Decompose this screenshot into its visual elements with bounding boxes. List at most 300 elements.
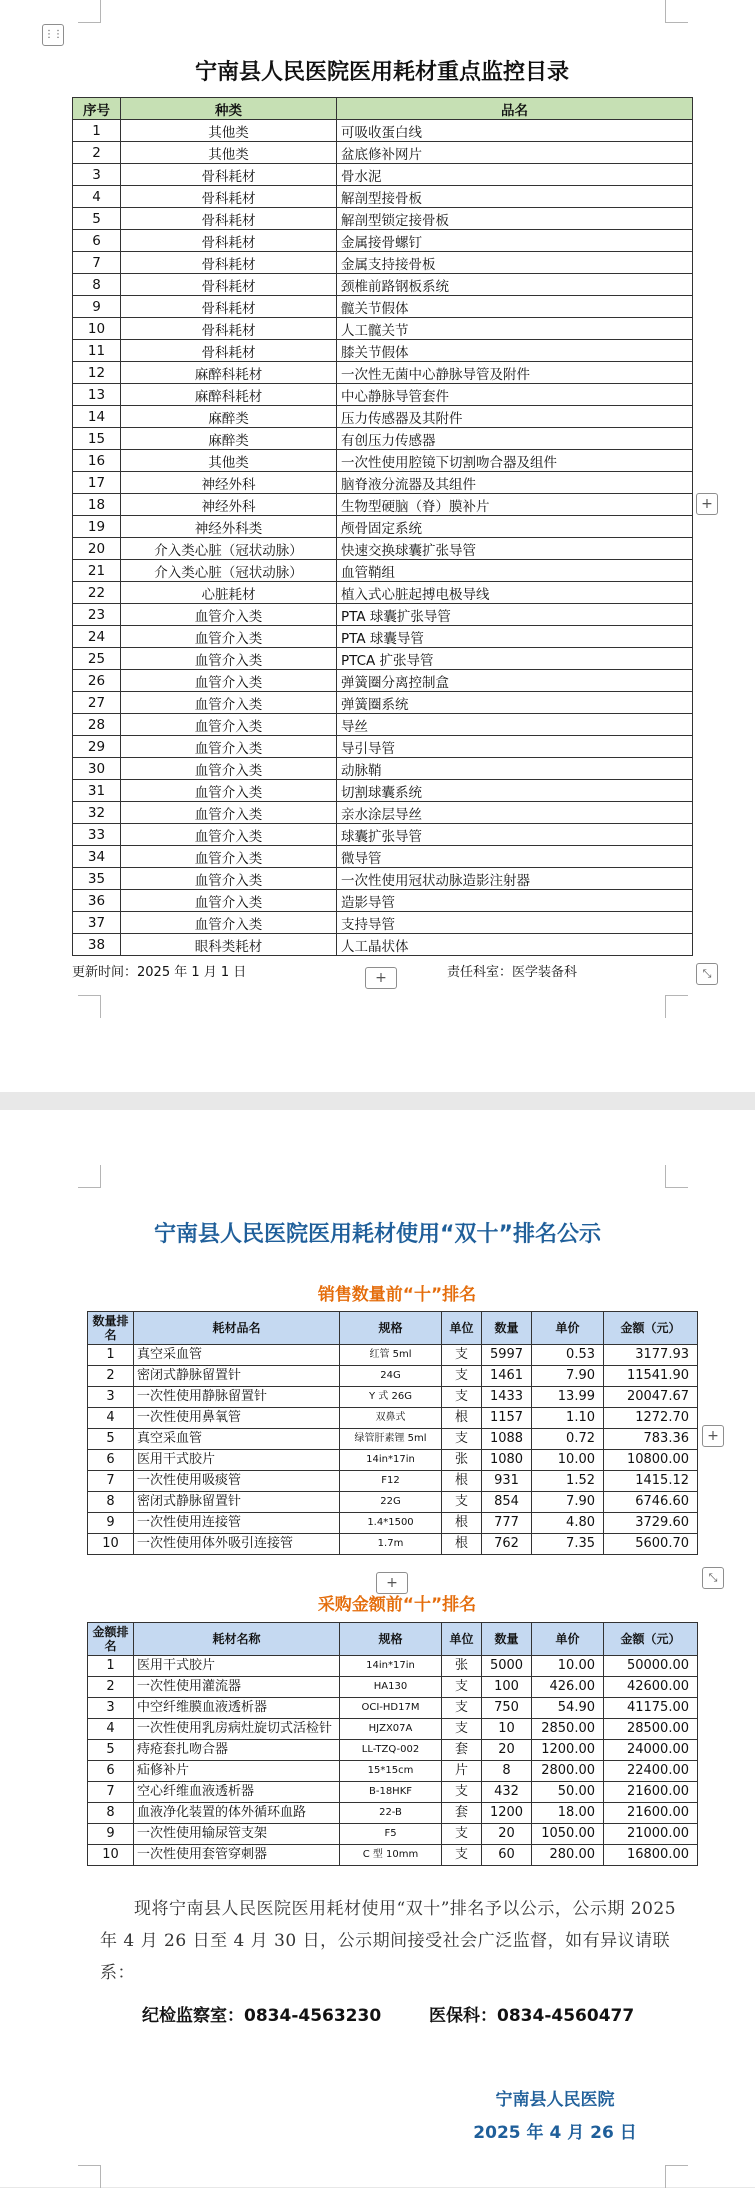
table-row bbox=[88, 1677, 698, 1698]
table-cell: 血管介入类 bbox=[121, 648, 337, 670]
table-cell: 2850.00 bbox=[532, 1719, 604, 1740]
table-header-row bbox=[88, 1623, 698, 1656]
table-cell: 其他类 bbox=[121, 120, 337, 142]
table-cell: 25 bbox=[73, 648, 121, 670]
crop-mark bbox=[78, 1165, 101, 1188]
table-cell: 14in*17in bbox=[340, 1450, 442, 1471]
document-page-2 bbox=[0, 1110, 755, 2187]
table-row bbox=[88, 1803, 698, 1824]
table-cell: 双鼻式 bbox=[340, 1408, 442, 1429]
table-cell: 11 bbox=[73, 340, 121, 362]
table-cell: 金属支持接骨板 bbox=[337, 252, 693, 274]
table-cell: 压力传感器及其附件 bbox=[337, 406, 693, 428]
table-row bbox=[73, 626, 693, 648]
table-cell: 血管介入类 bbox=[121, 846, 337, 868]
table-row bbox=[88, 1513, 698, 1534]
table-row bbox=[88, 1429, 698, 1450]
table-cell: 骨科耗材 bbox=[121, 318, 337, 340]
table-cell: 红管 5ml bbox=[340, 1345, 442, 1366]
table-cell: 导引导管 bbox=[337, 736, 693, 758]
table-cell: 16800.00 bbox=[604, 1845, 698, 1866]
table-cell: 其他类 bbox=[121, 450, 337, 472]
table-cell: 1.4*1500 bbox=[340, 1513, 442, 1534]
sales-quantity-subtitle: 销售数量前“十”排名 bbox=[317, 1285, 477, 1305]
table-cell: 432 bbox=[482, 1782, 532, 1803]
table-cell: 30 bbox=[73, 758, 121, 780]
table-cell: 血管介入类 bbox=[121, 604, 337, 626]
contact-line bbox=[142, 2001, 634, 2026]
table-cell: 血管介入类 bbox=[121, 670, 337, 692]
table-cell: 20 bbox=[73, 538, 121, 560]
table-cell: 14 bbox=[73, 406, 121, 428]
table-row bbox=[73, 868, 693, 890]
table-cell: 支 bbox=[442, 1387, 482, 1408]
table-row bbox=[73, 274, 693, 296]
table-cell: 中心静脉导管套件 bbox=[337, 384, 693, 406]
table-cell: 17 bbox=[73, 472, 121, 494]
table-cell: 密闭式静脉留置针 bbox=[134, 1366, 340, 1387]
table-cell: 一次性使用乳房病灶旋切式活检针 bbox=[134, 1719, 340, 1740]
table-cell: 21600.00 bbox=[604, 1782, 698, 1803]
table-cell: 7 bbox=[88, 1471, 134, 1492]
table-cell: 1088 bbox=[482, 1429, 532, 1450]
table-cell: 血管介入类 bbox=[121, 780, 337, 802]
table-cell: 41175.00 bbox=[604, 1698, 698, 1719]
table-cell: 7 bbox=[73, 252, 121, 274]
table-cell: 854 bbox=[482, 1492, 532, 1513]
table-cell: 2 bbox=[88, 1677, 134, 1698]
table-cell: 5000 bbox=[482, 1656, 532, 1677]
table-cell: 一次性使用体外吸引连接管 bbox=[134, 1534, 340, 1555]
table-cell: 6 bbox=[88, 1450, 134, 1471]
table-row bbox=[73, 846, 693, 868]
table-cell: 麻醉类 bbox=[121, 406, 337, 428]
table-cell: 3 bbox=[88, 1698, 134, 1719]
table-cell: 9 bbox=[88, 1824, 134, 1845]
table-cell: 中空纤维膜血液透析器 bbox=[134, 1698, 340, 1719]
table-cell: 20 bbox=[482, 1740, 532, 1761]
table-cell: 280.00 bbox=[532, 1845, 604, 1866]
table-cell: 颅骨固定系统 bbox=[337, 516, 693, 538]
table-cell: 血管介入类 bbox=[121, 626, 337, 648]
table-cell: 777 bbox=[482, 1513, 532, 1534]
table-cell: 24000.00 bbox=[604, 1740, 698, 1761]
table-cell: 8 bbox=[88, 1492, 134, 1513]
table-row bbox=[73, 890, 693, 912]
table-cell: 12 bbox=[73, 362, 121, 384]
table-row bbox=[73, 384, 693, 406]
table-row bbox=[88, 1782, 698, 1803]
table-cell: 23 bbox=[73, 604, 121, 626]
sales-quantity-table bbox=[87, 1311, 698, 1555]
table-cell: 22400.00 bbox=[604, 1761, 698, 1782]
table-cell: 28 bbox=[73, 714, 121, 736]
table-cell: 盆底修补网片 bbox=[337, 142, 693, 164]
table-row bbox=[73, 670, 693, 692]
table-header-row bbox=[88, 1312, 698, 1345]
col-header-amount: 金额（元） bbox=[604, 1312, 698, 1345]
table-cell: 骨科耗材 bbox=[121, 252, 337, 274]
catalog-title: 宁南县人民医院医用耗材重点监控目录 bbox=[194, 60, 569, 85]
table-cell: 生物型硬脑（脊）膜补片 bbox=[337, 494, 693, 516]
table-cell: B-18HKF bbox=[340, 1782, 442, 1803]
document-page-1 bbox=[0, 0, 755, 1092]
table-cell: 22 bbox=[73, 582, 121, 604]
table-row bbox=[73, 142, 693, 164]
table-cell: 骨科耗材 bbox=[121, 296, 337, 318]
table-cell: 18 bbox=[73, 494, 121, 516]
issue-date: 2025 年 4 月 26 日 bbox=[473, 2123, 637, 2143]
table-row bbox=[73, 208, 693, 230]
table-row bbox=[73, 648, 693, 670]
table-cell: 26 bbox=[73, 670, 121, 692]
table-cell: 11541.90 bbox=[604, 1366, 698, 1387]
table-cell: 一次性使用套管穿刺器 bbox=[134, 1845, 340, 1866]
table-cell: 膝关节假体 bbox=[337, 340, 693, 362]
purchase-table-body bbox=[88, 1656, 698, 1866]
table-cell: 10 bbox=[482, 1719, 532, 1740]
table-cell: 血管介入类 bbox=[121, 890, 337, 912]
table-row bbox=[73, 472, 693, 494]
table-cell: 脑脊液分流器及其组件 bbox=[337, 472, 693, 494]
table-cell: 36 bbox=[73, 890, 121, 912]
announcement-notice: 现将宁南县人民医院医用耗材使用“双十”排名予以公示，公示期 2025 年 4 月 26 日至 4 月 30 日，公示期间接受社会广泛监督，如有异议请联系： bbox=[100, 1899, 677, 1983]
table-cell: 颈椎前路钢板系统 bbox=[337, 274, 693, 296]
table-cell: 心脏耗材 bbox=[121, 582, 337, 604]
col-header-qty: 数量 bbox=[482, 1623, 532, 1656]
col-header-amount: 金额（元） bbox=[604, 1623, 698, 1656]
col-header-price: 单价 bbox=[532, 1623, 604, 1656]
table-cell: 1433 bbox=[482, 1387, 532, 1408]
add-row-plus-icon[interactable]: + bbox=[376, 1572, 408, 1594]
col-header-product: 品名 bbox=[337, 98, 693, 120]
table-cell: 6 bbox=[88, 1761, 134, 1782]
table-cell: 1272.70 bbox=[604, 1408, 698, 1429]
table-cell: 37 bbox=[73, 912, 121, 934]
table-cell: 金属接骨螺钉 bbox=[337, 230, 693, 252]
table-cell: 6746.60 bbox=[604, 1492, 698, 1513]
table-cell: 20047.67 bbox=[604, 1387, 698, 1408]
crop-mark bbox=[665, 995, 688, 1018]
table-cell: 支 bbox=[442, 1492, 482, 1513]
table-cell: 54.90 bbox=[532, 1698, 604, 1719]
table-cell: 7 bbox=[88, 1782, 134, 1803]
table-row bbox=[73, 120, 693, 142]
table-row bbox=[73, 582, 693, 604]
table-cell: 一次性使用灌流器 bbox=[134, 1677, 340, 1698]
table-cell: 麻醉科耗材 bbox=[121, 384, 337, 406]
table-cell: 髋关节假体 bbox=[337, 296, 693, 318]
table-cell: 套 bbox=[442, 1803, 482, 1824]
table-cell: 支 bbox=[442, 1345, 482, 1366]
table-cell: 弹簧圈分离控制盒 bbox=[337, 670, 693, 692]
table-row bbox=[73, 164, 693, 186]
table-cell: 7.90 bbox=[532, 1492, 604, 1513]
issuing-organization: 宁南县人民医院 bbox=[495, 2090, 615, 2110]
table-move-handle-icon[interactable]: ⋮⋮ bbox=[42, 24, 64, 46]
table-cell: 动脉鞘 bbox=[337, 758, 693, 780]
table-cell: 支 bbox=[442, 1824, 482, 1845]
table-cell: 34 bbox=[73, 846, 121, 868]
table-cell: 神经外科 bbox=[121, 472, 337, 494]
table-row bbox=[73, 758, 693, 780]
table-row bbox=[88, 1534, 698, 1555]
table-cell: 1200.00 bbox=[532, 1740, 604, 1761]
table-cell: 5997 bbox=[482, 1345, 532, 1366]
table-row bbox=[73, 428, 693, 450]
table-cell: 15 bbox=[73, 428, 121, 450]
table-cell: 支 bbox=[442, 1677, 482, 1698]
table-cell: 骨科耗材 bbox=[121, 164, 337, 186]
table-row bbox=[88, 1824, 698, 1845]
table-cell: 有创压力传感器 bbox=[337, 428, 693, 450]
table-cell: F12 bbox=[340, 1471, 442, 1492]
table-cell: 7.90 bbox=[532, 1366, 604, 1387]
table-cell: 血管鞘组 bbox=[337, 560, 693, 582]
table-cell: 60 bbox=[482, 1845, 532, 1866]
table-cell: 血管介入类 bbox=[121, 802, 337, 824]
table-cell: 4 bbox=[73, 186, 121, 208]
table-cell: 19 bbox=[73, 516, 121, 538]
table-cell: 1 bbox=[88, 1656, 134, 1677]
table-cell: 血管介入类 bbox=[121, 736, 337, 758]
col-header-category: 种类 bbox=[121, 98, 337, 120]
sales-table-body bbox=[88, 1345, 698, 1555]
table-cell: 24 bbox=[73, 626, 121, 648]
table-cell: 医用干式胶片 bbox=[134, 1656, 340, 1677]
table-cell: 4 bbox=[88, 1719, 134, 1740]
table-cell: 人工髋关节 bbox=[337, 318, 693, 340]
table-cell: 一次性使用输尿管支架 bbox=[134, 1824, 340, 1845]
col-header-unit: 单位 bbox=[442, 1312, 482, 1345]
table-cell: 骨科耗材 bbox=[121, 208, 337, 230]
table-cell: 骨科耗材 bbox=[121, 340, 337, 362]
table-cell: 血管介入类 bbox=[121, 758, 337, 780]
table-cell: 783.36 bbox=[604, 1429, 698, 1450]
crop-mark bbox=[665, 0, 688, 23]
table-cell: 35 bbox=[73, 868, 121, 890]
table-cell: 1415.12 bbox=[604, 1471, 698, 1492]
table-cell: 3 bbox=[73, 164, 121, 186]
table-row bbox=[73, 494, 693, 516]
table-cell: 4.80 bbox=[532, 1513, 604, 1534]
table-row bbox=[73, 714, 693, 736]
table-cell: HJZX07A bbox=[340, 1719, 442, 1740]
col-header-name: 耗材名称 bbox=[134, 1623, 340, 1656]
table-cell: 8 bbox=[482, 1761, 532, 1782]
catalog-table-body bbox=[73, 120, 693, 956]
table-row bbox=[73, 934, 693, 956]
table-cell: 支 bbox=[442, 1698, 482, 1719]
table-row bbox=[88, 1408, 698, 1429]
table-row bbox=[73, 230, 693, 252]
table-cell: 弹簧圈系统 bbox=[337, 692, 693, 714]
table-row bbox=[73, 296, 693, 318]
table-cell: 可吸收蛋白线 bbox=[337, 120, 693, 142]
table-cell: 眼科类耗材 bbox=[121, 934, 337, 956]
table-cell: 麻醉科耗材 bbox=[121, 362, 337, 384]
table-cell: 痔疮套扎吻合器 bbox=[134, 1740, 340, 1761]
table-row bbox=[73, 736, 693, 758]
col-header-unit: 单位 bbox=[442, 1623, 482, 1656]
table-row bbox=[73, 692, 693, 714]
crop-mark bbox=[78, 2165, 101, 2188]
col-header-name: 耗材品名 bbox=[134, 1312, 340, 1345]
table-cell: 支 bbox=[442, 1782, 482, 1803]
table-cell: 解剖型接骨板 bbox=[337, 186, 693, 208]
table-cell: 支 bbox=[442, 1719, 482, 1740]
table-cell: 2800.00 bbox=[532, 1761, 604, 1782]
table-row bbox=[88, 1845, 698, 1866]
ranking-announcement-title: 宁南县人民医院医用耗材使用“双十”排名公示 bbox=[154, 1222, 601, 1247]
table-cell: 762 bbox=[482, 1534, 532, 1555]
table-row bbox=[88, 1719, 698, 1740]
table-row bbox=[88, 1740, 698, 1761]
table-cell: 切割球囊系统 bbox=[337, 780, 693, 802]
table-cell: HA130 bbox=[340, 1677, 442, 1698]
table-cell: 6 bbox=[73, 230, 121, 252]
table-cell: 21600.00 bbox=[604, 1803, 698, 1824]
table-cell: 22G bbox=[340, 1492, 442, 1513]
table-cell: 10.00 bbox=[532, 1656, 604, 1677]
table-cell: 一次性使用吸痰管 bbox=[134, 1471, 340, 1492]
table-cell: 13.99 bbox=[532, 1387, 604, 1408]
add-column-plus-icon[interactable]: + bbox=[696, 493, 718, 515]
table-cell: 1.52 bbox=[532, 1471, 604, 1492]
table-cell: 疝修补片 bbox=[134, 1761, 340, 1782]
table-row bbox=[73, 560, 693, 582]
table-cell: 2 bbox=[88, 1366, 134, 1387]
table-cell: 0.53 bbox=[532, 1345, 604, 1366]
table-row bbox=[88, 1656, 698, 1677]
table-cell: 28500.00 bbox=[604, 1719, 698, 1740]
col-header-rank: 金额排名 bbox=[88, 1623, 134, 1656]
table-row bbox=[73, 450, 693, 472]
table-resize-icon[interactable]: ⤡ bbox=[696, 963, 718, 985]
table-row bbox=[73, 406, 693, 428]
table-row bbox=[88, 1471, 698, 1492]
table-row bbox=[73, 186, 693, 208]
table-cell: 造影导管 bbox=[337, 890, 693, 912]
table-row bbox=[73, 780, 693, 802]
table-cell: 9 bbox=[88, 1513, 134, 1534]
table-cell: 一次性使用腔镜下切割吻合器及组件 bbox=[337, 450, 693, 472]
table-cell: 骨科耗材 bbox=[121, 274, 337, 296]
table-row bbox=[73, 604, 693, 626]
table-cell: 一次性使用冠状动脉造影注射器 bbox=[337, 868, 693, 890]
table-cell: 套 bbox=[442, 1740, 482, 1761]
table-cell: 血管介入类 bbox=[121, 714, 337, 736]
table-cell: 真空采血管 bbox=[134, 1429, 340, 1450]
col-header-no: 序号 bbox=[73, 98, 121, 120]
monitoring-catalog-table bbox=[72, 97, 693, 956]
crop-mark bbox=[665, 1165, 688, 1188]
table-cell: 38 bbox=[73, 934, 121, 956]
table-row bbox=[88, 1387, 698, 1408]
table-cell: PTA 球囊扩张导管 bbox=[337, 604, 693, 626]
table-cell: 21000.00 bbox=[604, 1824, 698, 1845]
add-row-plus-icon[interactable]: + bbox=[365, 967, 397, 989]
table-cell: 麻醉类 bbox=[121, 428, 337, 450]
table-row bbox=[73, 516, 693, 538]
table-cell: 10800.00 bbox=[604, 1450, 698, 1471]
table-cell: C 型 10mm bbox=[340, 1845, 442, 1866]
table-cell: 血管介入类 bbox=[121, 912, 337, 934]
table-cell: PTCA 扩张导管 bbox=[337, 648, 693, 670]
table-cell: 根 bbox=[442, 1534, 482, 1555]
table-row bbox=[73, 340, 693, 362]
table-row bbox=[73, 802, 693, 824]
table-cell: 24G bbox=[340, 1366, 442, 1387]
table-cell: 426.00 bbox=[532, 1677, 604, 1698]
table-cell: 27 bbox=[73, 692, 121, 714]
table-cell: 一次性使用静脉留置针 bbox=[134, 1387, 340, 1408]
table-cell: 球囊扩张导管 bbox=[337, 824, 693, 846]
col-header-spec: 规格 bbox=[340, 1312, 442, 1345]
table-cell: 1 bbox=[88, 1345, 134, 1366]
table-cell: 导丝 bbox=[337, 714, 693, 736]
table-row bbox=[88, 1492, 698, 1513]
purchase-amount-subtitle: 采购金额前“十”排名 bbox=[317, 1595, 477, 1615]
table-cell: 0.72 bbox=[532, 1429, 604, 1450]
table-row bbox=[73, 824, 693, 846]
table-cell: 13 bbox=[73, 384, 121, 406]
table-cell: OCI-HD17M bbox=[340, 1698, 442, 1719]
table-cell: 931 bbox=[482, 1471, 532, 1492]
table-cell: F5 bbox=[340, 1824, 442, 1845]
table-cell: 血液净化装置的体外循环血路 bbox=[134, 1803, 340, 1824]
table-cell: 1080 bbox=[482, 1450, 532, 1471]
table-cell: 一次性使用鼻氧管 bbox=[134, 1408, 340, 1429]
table-row bbox=[88, 1345, 698, 1366]
table-cell: 神经外科类 bbox=[121, 516, 337, 538]
table-cell: 8 bbox=[88, 1803, 134, 1824]
col-header-qty: 数量 bbox=[482, 1312, 532, 1345]
table-row bbox=[73, 362, 693, 384]
table-cell: 42600.00 bbox=[604, 1677, 698, 1698]
table-cell: 根 bbox=[442, 1408, 482, 1429]
table-cell: 15*15cm bbox=[340, 1761, 442, 1782]
table-cell: 33 bbox=[73, 824, 121, 846]
table-cell: 14in*17in bbox=[340, 1656, 442, 1677]
table-cell: 10 bbox=[73, 318, 121, 340]
table-cell: 植入式心脏起搏电极导线 bbox=[337, 582, 693, 604]
table-cell: 21 bbox=[73, 560, 121, 582]
table-cell: 1050.00 bbox=[532, 1824, 604, 1845]
table-cell: 介入类心脏（冠状动脉） bbox=[121, 538, 337, 560]
table-cell: 4 bbox=[88, 1408, 134, 1429]
table-resize-icon[interactable]: ⤡ bbox=[702, 1567, 724, 1589]
table-cell: 18.00 bbox=[532, 1803, 604, 1824]
table-cell: 10.00 bbox=[532, 1450, 604, 1471]
col-header-spec: 规格 bbox=[340, 1623, 442, 1656]
table-cell: 1.10 bbox=[532, 1408, 604, 1429]
table-cell: 解剖型锁定接骨板 bbox=[337, 208, 693, 230]
table-header-row bbox=[73, 98, 693, 120]
crop-mark bbox=[78, 0, 101, 23]
table-cell: 真空采血管 bbox=[134, 1345, 340, 1366]
col-header-rank: 数量排名 bbox=[88, 1312, 134, 1345]
table-cell: 亲水涂层导丝 bbox=[337, 802, 693, 824]
responsible-dept: 责任科室：医学装备科 bbox=[447, 965, 578, 980]
table-cell: 其他类 bbox=[121, 142, 337, 164]
table-cell: 骨科耗材 bbox=[121, 186, 337, 208]
add-column-plus-icon[interactable]: + bbox=[702, 1425, 724, 1447]
table-cell: 根 bbox=[442, 1513, 482, 1534]
table-cell: 10 bbox=[88, 1534, 134, 1555]
table-row bbox=[88, 1761, 698, 1782]
table-cell: 31 bbox=[73, 780, 121, 802]
